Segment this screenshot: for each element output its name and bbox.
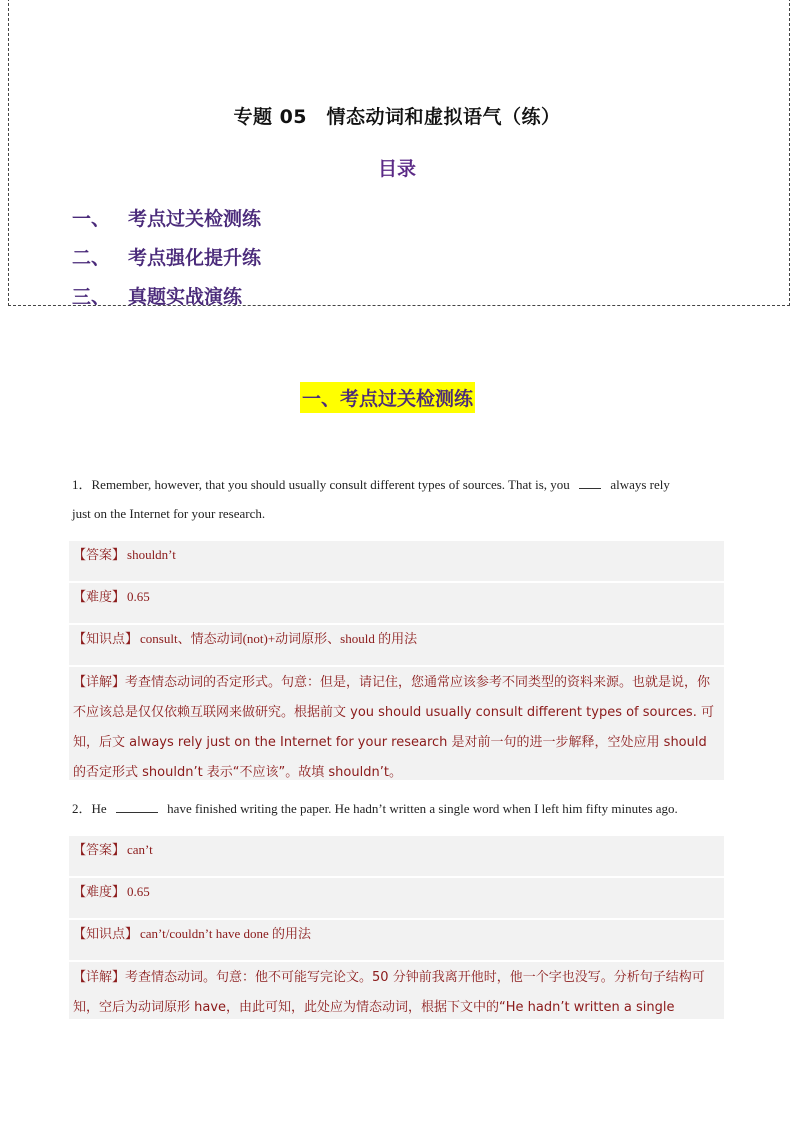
q2-answer-row bbox=[69, 836, 724, 876]
q2-difficulty-row bbox=[69, 878, 724, 918]
knowledge-label: 【知识点】 bbox=[73, 632, 139, 647]
answer-label: 【答案】 bbox=[73, 548, 126, 563]
answer-blank bbox=[579, 476, 601, 489]
detail-label: 【详解】 bbox=[73, 675, 126, 690]
question-1-line-2: just on the Internet for your research. bbox=[72, 506, 266, 521]
knowledge-label: 【知识点】 bbox=[73, 927, 139, 942]
question-1-text: 1．Remember, however, that you should usually consult different types of sources. That is, you bbox=[72, 477, 570, 492]
answer-label: 【答案】 bbox=[73, 843, 126, 858]
question-1-line-1 bbox=[72, 470, 724, 499]
toc-item-number: 一、 bbox=[72, 208, 111, 230]
toc-item-number: 三、 bbox=[72, 286, 111, 308]
q1-detail-row bbox=[69, 667, 724, 780]
detail-text: 考查情态动词的否定形式。句意：但是，请记住，您通常应该参考不同类型的资料来源。也就是说，你不应该总是仅仅依赖互联网来做研究。根据前文 you should usually consult different types of sources. 可知，后文 always rely just on the Internet for your research 是对前一句的进一步解释，空处应用 should 的否定形式 shouldn’t 表示“不应该”。故填 shouldn’t。 bbox=[73, 675, 714, 780]
question-2-text-after-blank: have finished writing the paper. He hadn’t written a single word when I left him fifty minutes ago. bbox=[167, 801, 678, 816]
detail-label: 【详解】 bbox=[73, 970, 126, 985]
document-title: 专题 05 情态动词和虚拟语气（练） bbox=[233, 106, 561, 128]
question-1-text-after-blank: always rely bbox=[610, 477, 670, 492]
toc-item-3[interactable] bbox=[72, 282, 242, 309]
toc-item-label: 考点强化提升练 bbox=[128, 247, 262, 269]
toc-heading: 目录 bbox=[377, 158, 416, 180]
toc-item-2[interactable] bbox=[72, 243, 261, 270]
answer-value: shouldn’t bbox=[127, 547, 176, 562]
toc-item-1[interactable] bbox=[72, 204, 261, 231]
q2-detail-row bbox=[69, 962, 724, 1019]
question-1 bbox=[72, 470, 724, 528]
difficulty-label: 【难度】 bbox=[73, 590, 126, 605]
toc-item-number: 二、 bbox=[72, 247, 111, 269]
question-2 bbox=[72, 794, 724, 823]
difficulty-value: 0.65 bbox=[127, 589, 150, 604]
detail-text: 考查情态动词。句意：他不可能写完论文。50 分钟前我离开他时，他一个字也没写。分析句子结构可知，空后为动词原形 have，由此可知，此处应为情态动词，根据下文中的“He hadn’t written a single bbox=[73, 970, 705, 1015]
q1-difficulty-row bbox=[69, 583, 724, 623]
difficulty-value: 0.65 bbox=[127, 884, 150, 899]
question-2-text: 2．He bbox=[72, 801, 107, 816]
toc-item-label: 考点过关检测练 bbox=[128, 208, 262, 230]
q2-knowledge-row bbox=[69, 920, 724, 960]
answer-value: can’t bbox=[127, 842, 153, 857]
section-heading: 一、考点过关检测练 bbox=[300, 382, 475, 413]
toc-item-label: 真题实战演练 bbox=[128, 286, 243, 308]
knowledge-value: consult、情态动词(not)+动词原形、should 的用法 bbox=[140, 631, 418, 646]
q1-answer-row bbox=[69, 541, 724, 581]
q1-knowledge-row bbox=[69, 625, 724, 665]
knowledge-value: can’t/couldn’t have done 的用法 bbox=[140, 926, 312, 941]
answer-blank bbox=[116, 800, 158, 813]
difficulty-label: 【难度】 bbox=[73, 885, 126, 900]
